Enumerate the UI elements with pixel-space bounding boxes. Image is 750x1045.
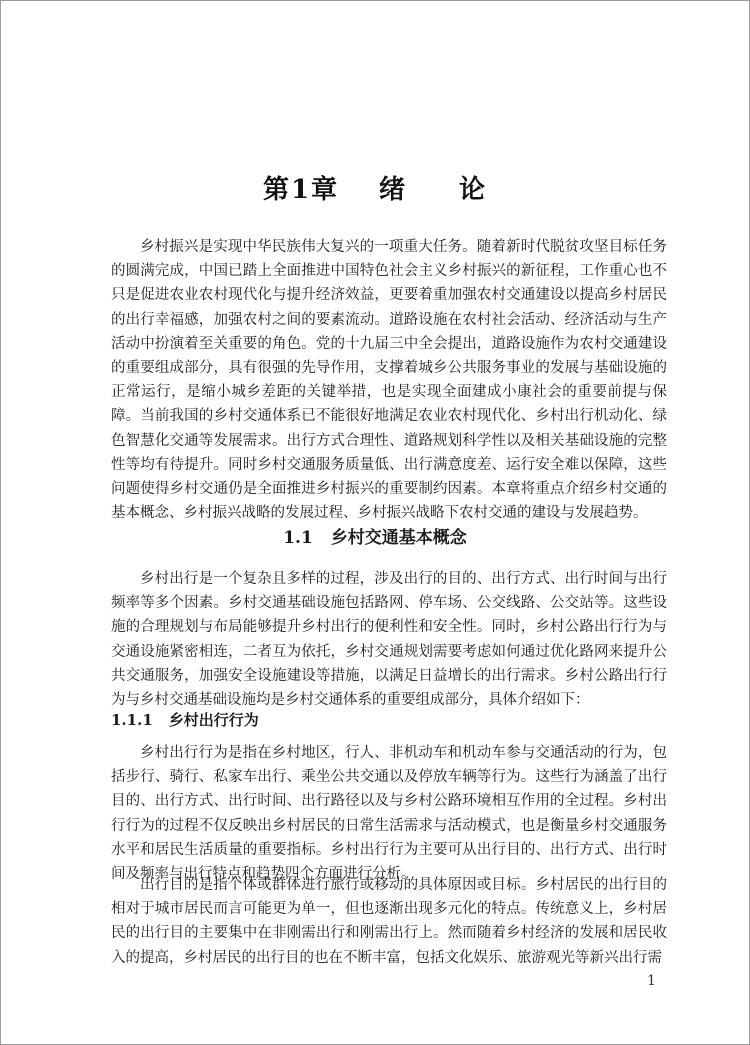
subsection-heading-1-1-1 — [111, 709, 259, 730]
chapter-number: 第1章 — [262, 175, 340, 205]
subsection-paragraph-1: 乡村出行行为是指在乡村地区，行人、非机动车和机动车参与交通活动的行为，包括步行、骑行、私家车出行、乘坐公共交通以及停放车辆等行为。这些行为涵盖了出行目的、出行方式、出行时间、出行路径以及与乡村公路环境相互作用的全过程。乡村出行行为的过程不仅反映出乡村居民的日常生活需求与活动模式，也是衡量乡村交通服务水平和居民生活质量的重要指标。乡村出行行为主要可从出行目的、出行方式、出行时间及频率与出行特点和趋势四个方面进行分析。 — [111, 745, 667, 883]
chapter-title-part2: 论 — [459, 175, 488, 205]
section-title: 乡村交通基本概念 — [330, 528, 467, 548]
section-heading-1-1 — [1, 523, 749, 548]
section-1-1-paragraph: 乡村出行是一个复杂且多样的过程，涉及出行的目的、出行方式、出行时间与出行频率等多个因素。乡村交通基础设施包括路网、停车场、公交线路、公交站等。这些设施的合理规划与布局能够提升乡村出行的便利性和安全性。同时，乡村公路出行行为与交通设施紧密相连，二者互为依托，乡村交通规划需要考虑如何通过优化路网来提升公共交通服务，加强安全设施建设等措施，以满足日益增长的出行需求。乡村公路出行行为与乡村交通基础设施均是乡村交通体系的重要组成部分，具体介绍如下： — [111, 571, 667, 709]
chapter-title-part1: 绪 — [379, 175, 408, 205]
chapter-title — [1, 169, 749, 206]
section-number: 1.1 — [283, 528, 313, 548]
page-number: 1 — [647, 973, 656, 989]
intro-paragraph: 乡村振兴是实现中华民族伟大复兴的一项重大任务。随着新时代脱贫攻坚目标任务的圆满完成，中国已踏上全面推进中国特色社会主义乡村振兴的新征程，工作重心也不只是促进农业农村现代化与提升经济效益，更要着重加强农村交通建设以提高乡村居民的出行幸福感，加强农村之间的要素流动。道路设施在农村社会活动、经济活动与生产活动中扮演着至关重要的角色。党的十九届三中全会提出，道路设施作为农村交通建设的重要组成部分，具有很强的先导作用，支撑着城乡公共服务事业的发展与基础设施的正常运行，是缩小城乡差距的关键举措，也是实现全面建成小康社会的重要前提与保障。当前我国的乡村交通体系已不能很好地满足农业农村现代化、乡村出行机动化、绿色智慧化交通等发展需求。出行方式合理性、道路规划科学性以及相关基础设施的完整性等均有待提升。同时乡村交通服务质量低、出行满意度差、运行安全难以保障，这些问题使得乡村交通仍是全面推进乡村振兴的重要制约因素。本章将重点介绍乡村交通的基本概念、乡村振兴战略的发展过程、乡村振兴战略下农村交通的建设与发展趋势。 — [111, 239, 667, 522]
subsection-paragraph-2: 出行目的是指个体或群体进行旅行或移动的具体原因或目标。乡村居民的出行目的相对于城市居民而言可能更为单一，但也逐渐出现多元化的特点。传统意义上，乡村居民的出行目的主要集中在非刚需出行和刚需出行上。然而随着乡村经济的发展和居民收入的提高，乡村居民的出行目的也在不断丰富，包括文化娱乐、旅游观光等新兴出行需 — [111, 877, 667, 966]
subsection-number: 1.1.1 — [111, 711, 153, 729]
subsection-title: 乡村出行行为 — [168, 711, 259, 729]
